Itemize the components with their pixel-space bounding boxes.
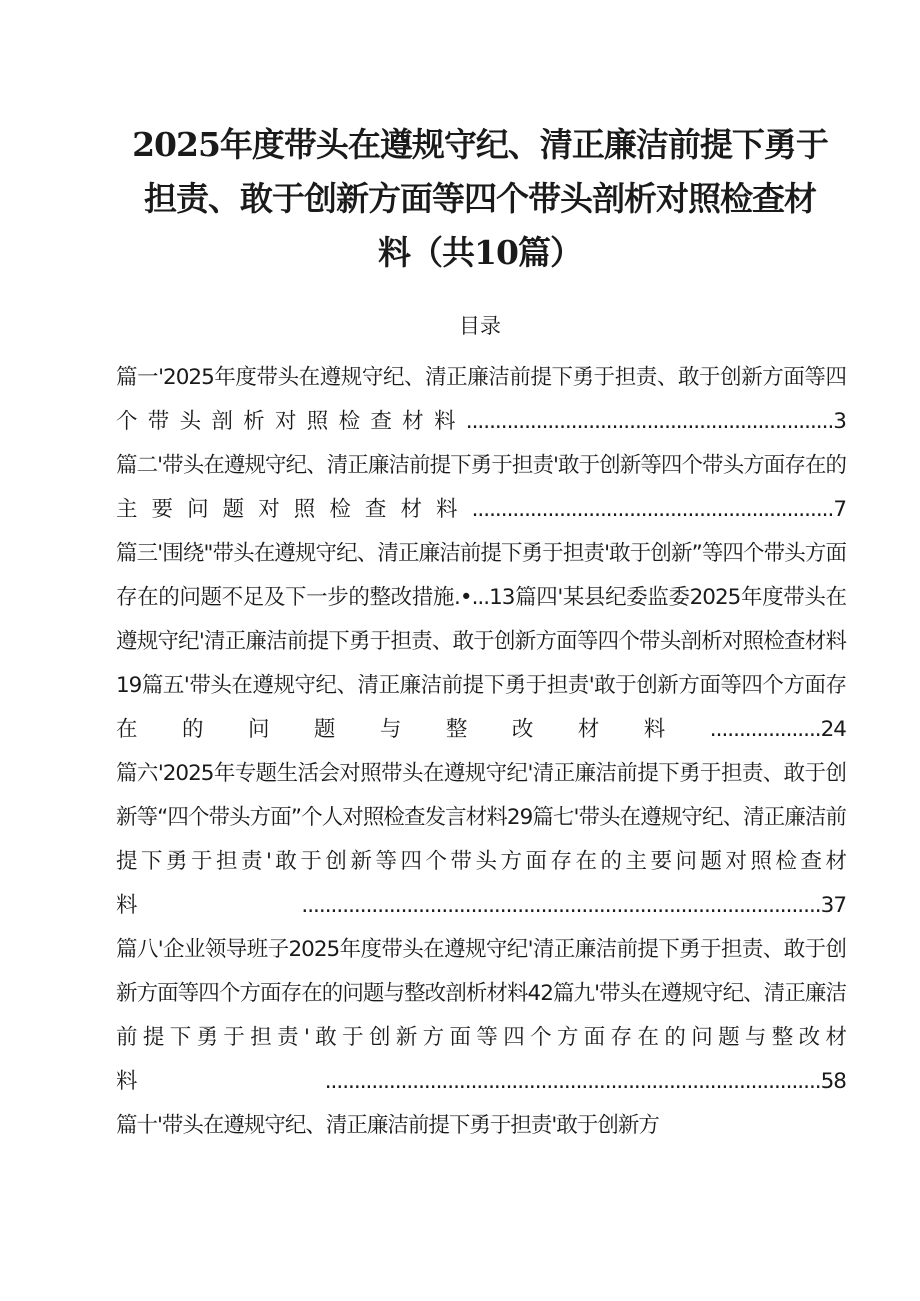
toc-heading: 目录 <box>459 314 501 338</box>
document-title: 2025年度带头在遵规守纪、清正廉洁前提下勇于担责、敢于创新方面等四个带头剖析对照检查材料（共10篇） <box>132 125 828 272</box>
toc-entry-3-5: 篇三'围绕"带头在遵规守纪、清正廉洁前提下勇于担责'敢于创新”等四个带头方面存在的问题不足及下一步的整改措施.•...13篇四'某县纪委监委2025年度带头在遵规守纪'清正廉洁前提下勇于担责、敢于创新方面等四个带头剖析对照检查材料19篇五'带头在遵规守纪、清正廉洁前提下勇于担责'敢于创新方面等四个方面存在的问题与整改材料...................24 <box>116 541 846 742</box>
table-of-contents <box>116 356 846 1148</box>
toc-entry-10: 篇十'带头在遵规守纪、清正廉洁前提下勇于担责'敢于创新方 <box>116 1113 659 1138</box>
toc-entry-8-9: 篇八'企业领导班子2025年度带头在遵规守纪'清正廉洁前提下勇于担责、敢于创新方面等四个方面存在的问题与整改剖析材料42篇九'带头在遵规守纪、清正廉洁前提下勇于担责'敢于创新方面等四个方面存在的问题与整改材料.....................................................................................58 <box>116 937 846 1094</box>
toc-entry-2: 篇二'带头在遵规守纪、清正廉洁前提下勇于担责'敢于创新等四个带头方面存在的主要问题对照检查材料..............................................................7 <box>116 453 846 522</box>
toc-entry-6-7: 篇六'2025年专题生活会对照带头在遵规守纪'清正廉洁前提下勇于担责、敢于创新等“四个带头方面”个人对照检查发言材料29篇七'带头在遵规守纪、清正廉洁前提下勇于担责'敢于创新等四个带头方面存在的主要问题对照检查材料.........................................................................................37 <box>116 761 846 918</box>
toc-entry-1: 篇一'2025年度带头在遵规守纪、清正廉洁前提下勇于担责、敢于创新方面等四个带头剖析对照检查材料...............................................................3 <box>116 365 846 434</box>
